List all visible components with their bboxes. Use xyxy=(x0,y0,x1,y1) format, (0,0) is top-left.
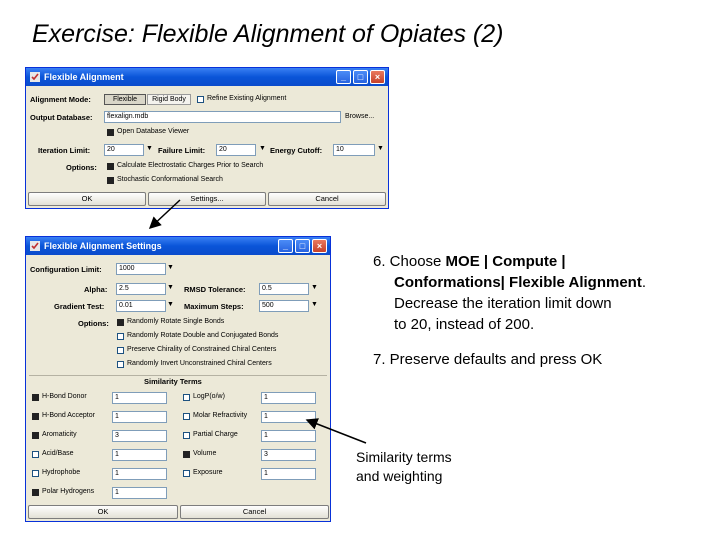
rotate-single-label: Randomly Rotate Single Bonds xyxy=(127,318,225,325)
alpha-dropdown-icon[interactable]: ▼ xyxy=(167,284,174,291)
rmsd-tolerance-label: RMSD Tolerance: xyxy=(184,285,246,294)
close-icon[interactable]: × xyxy=(370,70,385,84)
caption-line2: and weighting xyxy=(356,468,443,484)
alpha-label: Alpha: xyxy=(84,285,108,294)
arrow-to-settings-window xyxy=(150,200,180,228)
energy-cutoff-field[interactable]: 10 xyxy=(333,144,375,156)
failure-limit-label: Failure Limit: xyxy=(158,146,206,155)
settings-button[interactable]: Settings... xyxy=(148,192,266,206)
window-title: Flexible Alignment xyxy=(44,72,124,82)
maximum-steps-field[interactable]: 500 xyxy=(259,300,309,312)
iteration-limit-label: Iteration Limit: xyxy=(38,146,91,155)
term-weight-field[interactable]: 1 xyxy=(112,392,167,404)
step6-line3: Decrease the iteration limit down xyxy=(394,295,612,312)
slide-title: Exercise: Flexible Alignment of Opiates (2) xyxy=(32,20,504,48)
rmsd-tolerance-field[interactable]: 0.5 xyxy=(259,283,309,295)
configuration-limit-field[interactable]: 1000 xyxy=(116,263,166,275)
term-label: H-Bond Acceptor xyxy=(42,412,95,419)
rotate-double-label: Randomly Rotate Double and Conjugated Bonds xyxy=(127,332,279,339)
term-weight-field[interactable]: 1 xyxy=(261,392,316,404)
similarity-caption xyxy=(356,448,452,486)
similarity-terms-header: Similarity Terms xyxy=(144,377,202,386)
failure-dropdown-icon[interactable]: ▼ xyxy=(259,145,266,152)
term-weight-field[interactable]: 3 xyxy=(112,430,167,442)
caption-line1: Similarity terms xyxy=(356,449,452,465)
step6-menu-path-part2: Conformations| Flexible Alignment xyxy=(394,274,642,291)
energy-dropdown-icon[interactable]: ▼ xyxy=(377,145,384,152)
options-label: Options: xyxy=(78,319,109,328)
term-label: Hydrophobe xyxy=(42,469,81,476)
window-title: Flexible Alignment Settings xyxy=(44,241,162,251)
term-weight-field[interactable]: 1 xyxy=(261,468,316,480)
charges-label: Calculate Electrostatic Charges Prior to Search xyxy=(117,162,264,169)
minimize-icon[interactable]: _ xyxy=(336,70,351,84)
minimize-icon[interactable]: _ xyxy=(278,239,293,253)
step7: 7. Preserve defaults and press OK xyxy=(373,351,603,368)
mode-rigid-body-toggle[interactable]: Rigid Body xyxy=(147,94,191,105)
term-label: Molar Refractivity xyxy=(193,412,248,419)
gradient-test-field[interactable]: 0.01 xyxy=(116,300,166,312)
step6-period: . xyxy=(641,274,646,291)
invert-chiral-label: Randomly Invert Unconstrained Chiral Centers xyxy=(127,360,272,367)
step6-line2 xyxy=(373,272,713,293)
term-label: Volume xyxy=(193,450,217,457)
stochastic-label: Stochastic Conformational Search xyxy=(117,176,223,183)
arrow-to-similarity-terms xyxy=(307,420,366,443)
iteration-dropdown-icon[interactable]: ▼ xyxy=(146,145,153,152)
maxsteps-dropdown-icon[interactable]: ▼ xyxy=(311,301,318,308)
refine-label: Refine Existing Alignment xyxy=(207,95,287,102)
iteration-limit-field[interactable]: 20 xyxy=(104,144,144,156)
instructions xyxy=(373,251,713,370)
term-label: LogP(o/w) xyxy=(193,393,225,400)
step6-prefix: 6. Choose xyxy=(373,253,446,270)
output-database-field[interactable]: flexalign.mdb xyxy=(104,111,341,123)
maximum-steps-label: Maximum Steps: xyxy=(184,302,244,311)
cancel-button[interactable]: Cancel xyxy=(268,192,386,206)
term-weight-field[interactable]: 1 xyxy=(112,449,167,461)
term-label: Aromaticity xyxy=(42,431,77,438)
alignment-mode-label: Alignment Mode: xyxy=(30,95,91,104)
output-database-label: Output Database: xyxy=(30,113,93,122)
maximize-icon[interactable]: □ xyxy=(353,70,368,84)
gradient-test-label: Gradient Test: xyxy=(54,302,105,311)
term-weight-field[interactable]: 1 xyxy=(112,468,167,480)
energy-cutoff-label: Energy Cutoff: xyxy=(270,146,323,155)
cancel-button[interactable]: Cancel xyxy=(180,505,329,519)
term-label: Polar Hydrogens xyxy=(42,488,95,495)
step6-line1 xyxy=(373,251,713,272)
term-label: Acid/Base xyxy=(42,450,74,457)
step6-line4: to 20, instead of 200. xyxy=(394,316,535,333)
alpha-field[interactable]: 2.5 xyxy=(116,283,166,295)
rmsd-dropdown-icon[interactable]: ▼ xyxy=(311,284,318,291)
term-weight-field[interactable]: 1 xyxy=(112,411,167,423)
term-weight-field[interactable]: 3 xyxy=(261,449,316,461)
maximize-icon[interactable]: □ xyxy=(295,239,310,253)
term-label: Exposure xyxy=(193,469,223,476)
failure-limit-field[interactable]: 20 xyxy=(216,144,256,156)
gradient-dropdown-icon[interactable]: ▼ xyxy=(167,301,174,308)
browse-button[interactable]: Browse... xyxy=(345,113,375,120)
options-label: Options: xyxy=(66,163,97,172)
open-viewer-label: Open Database Viewer xyxy=(117,128,190,135)
config-dropdown-icon[interactable]: ▼ xyxy=(167,264,174,271)
ok-button[interactable]: OK xyxy=(28,192,146,206)
close-icon[interactable]: × xyxy=(312,239,327,253)
term-weight-field[interactable]: 1 xyxy=(261,430,316,442)
term-label: H-Bond Donor xyxy=(42,393,87,400)
ok-button[interactable]: OK xyxy=(28,505,178,519)
mode-flexible-toggle[interactable]: Flexible xyxy=(104,94,146,105)
step6-menu-path-part1: MOE | Compute | xyxy=(445,253,566,270)
preserve-chirality-label: Preserve Chirality of Constrained Chiral Centers xyxy=(127,346,277,353)
term-weight-field[interactable]: 1 xyxy=(261,411,316,423)
term-label: Partial Charge xyxy=(193,431,238,438)
configuration-limit-label: Configuration Limit: xyxy=(30,265,102,274)
term-weight-field[interactable]: 1 xyxy=(112,487,167,499)
